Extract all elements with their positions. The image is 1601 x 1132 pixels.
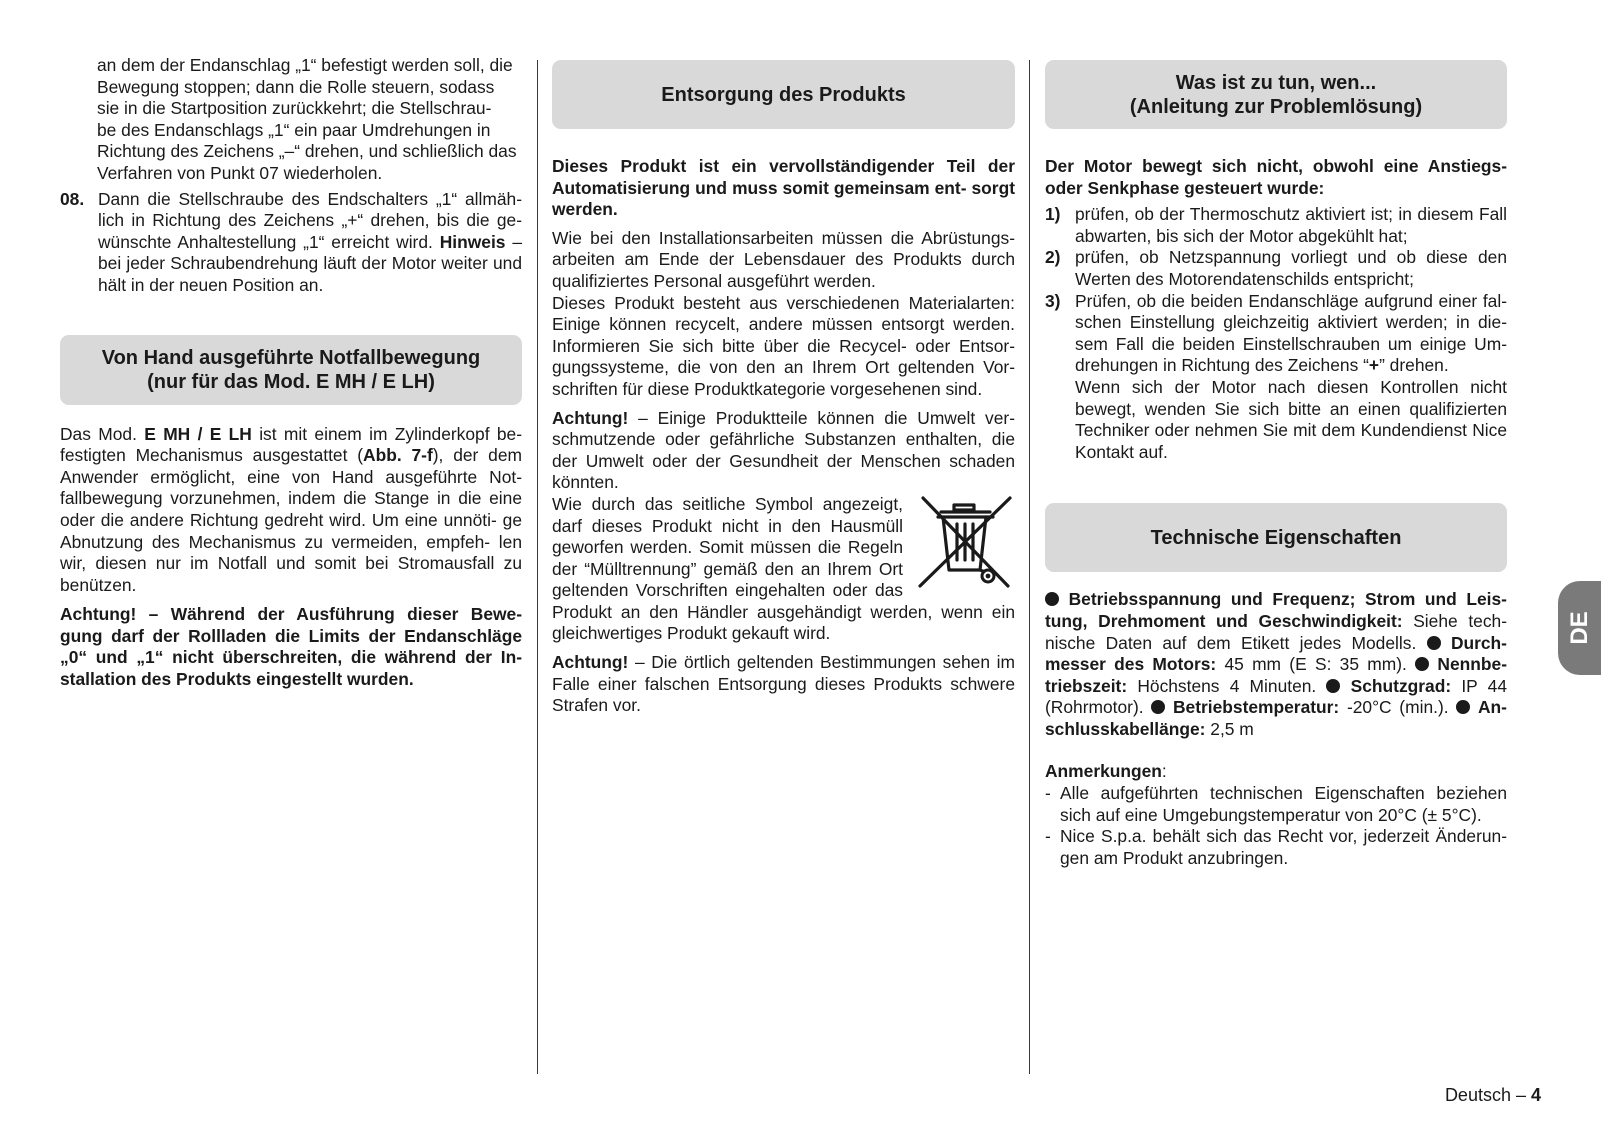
disposal-penalty: Achtung! – Die örtlich geltenden Bestimmungen sehen im Falle einer falschen Entsorgung dieses Produkts schwere Strafen vor.: [552, 652, 1015, 716]
disposal-paragraph: Wie bei den Installationsarbeiten müssen die Abrüstungs- arbeiten am Ende der Lebensdauer des Produkts durch qualifiziertes Personal ausgeführt werden.: [552, 227, 1015, 291]
bullet-icon: [1427, 636, 1441, 650]
language-tab: [1558, 581, 1601, 675]
page-footer: [1445, 1085, 1541, 1106]
page-number: 4: [1530, 1085, 1541, 1105]
column-middle: [552, 55, 1015, 717]
disposal-lead: Dieses Produkt ist ein vervollständigender Teil der Automatisierung und muss somit gemeinsam ent- sorgt werden.: [552, 156, 1015, 220]
cont-line: sie in die Startposition zurückkehrt; die Stellschrau-: [97, 98, 492, 119]
cont-line: be des Endanschlags „1“ ein paar Umdrehungen in: [97, 119, 491, 140]
troubleshooting-followup: Wenn sich der Motor nach diesen Kontrollen nicht bewegt, wenden Sie sich bitte an einen qualifizierten Techniker oder nehmen Sie mit dem Kundendienst Nice Kontakt auf.: [1075, 376, 1507, 462]
section-heading-troubleshooting: [1045, 60, 1507, 129]
heading-line: (Anleitung zur Problemlösung): [1129, 95, 1423, 118]
bullet-icon: [1326, 679, 1340, 693]
column-divider: [537, 60, 538, 1074]
column-left: [60, 55, 522, 691]
step-text: Dann die Stellschraube des Endschalters „1“ allmäh- lich in Richtung des Zeichens „+“ drehen, bis die ge- wünschte Anhaltestellung „1“ erreicht wird. Hinweis – bei jeder Schraubendrehung läuft der Motor weiter und hält in der neuen Position an.: [98, 188, 522, 295]
column-divider: [1029, 60, 1030, 1074]
bullet-icon: [1456, 700, 1470, 714]
heading-line: Von Hand ausgeführte Notfallbewegung: [101, 346, 481, 369]
bullet-icon: [1151, 700, 1165, 714]
continued-text: [60, 55, 522, 185]
bullet-icon: [1045, 592, 1059, 606]
note-item: - Nice S.p.a. behält sich das Recht vor, jederzeit Änderun- gen am Produkt anzubringen.: [1045, 826, 1507, 868]
list-item: 2) prüfen, ob Netzspannung vorliegt und ob diese den Werten des Motorendatenschilds entspricht;: [1045, 247, 1507, 289]
notes-heading: Anmerkungen:: [1045, 761, 1167, 782]
footer-language: Deutsch –: [1444, 1085, 1531, 1105]
column-right: [1045, 55, 1507, 869]
disposal-paragraph: Dieses Produkt besteht aus verschiedenen Materialarten: Einige können recycelt, andere müssen entsorgt werden. Informieren Sie sich bitte über die Recycel- oder Entsor- gungssysteme, die von den an Ihrem Ort geltenden Vor- schriften für diese Produktkategorie vorgesehenen sind.: [552, 292, 1015, 399]
emergency-warning: Achtung! – Während der Ausführung dieser Bewe- gung darf der Rollladen die Limits der Endanschläge „0“ und „1“ nicht überschreiten, die während der In- stallation des Produkts eingestellt wurden.: [60, 604, 522, 690]
crossed-out-wheelie-bin-icon: [913, 496, 1015, 596]
step-08: [60, 189, 522, 297]
disposal-symbol-text: Wie durch das seitliche Symbol angezeigt, darf dieses Produkt nicht in den Hausmüll geworfen werden. Somit müssen die Regeln der “Mülltrennung” gemäß den an Ihrem Ort geltenden Vorschriften eingehalten oder das Produkt an den Händler ausgehändigt werden, wenn ein gleichwertiges Produkt gekauft wird.: [552, 493, 1015, 644]
heading-line: (nur für das Mod. E MH / E LH): [147, 370, 435, 393]
cont-line: Verfahren von Punkt 07 wiederholen.: [97, 162, 383, 183]
emergency-description: Das Mod. E MH / E LH ist mit einem im Zylinderkopf be- festigten Mechanismus ausgestattet (Abb. 7-f), der dem Anwender ermöglicht, eine von Hand ausgeführte Not- fallbewegung vorzunehmen, indem die Stange in die eine oder die andere Richtung gedreht wird. Um eine unnöti- ge Abnutzung des Mechanismus zu vermeiden, empfeh- len wir, diesen nur im Notfall und somit bei Stromausfall zu benützen.: [60, 423, 522, 595]
hint-label: Hinweis: [439, 231, 506, 252]
section-heading-specs: Technische Eigenschaften: [1045, 503, 1507, 572]
disposal-warning: Achtung! – Einige Produktteile können die Umwelt ver- schmutzende oder gefährliche Substanzen enthalten, die der Umwelt oder der Gesundheit der Menschen schaden könnten.: [552, 407, 1015, 493]
cont-line: Richtung des Zeichens „–“ drehen, und schließlich das: [97, 141, 517, 162]
section-heading-disposal: Entsorgung des Produkts: [552, 60, 1015, 129]
step-number: 08.: [60, 188, 85, 209]
troubleshooting-lead: Der Motor bewegt sich nicht, obwohl eine Anstiegs- oder Senkphase gesteuert wurde:: [1045, 156, 1507, 198]
bullet-icon: [1415, 657, 1429, 671]
list-item: 1) prüfen, ob der Thermoschutz aktiviert ist; in diesem Fall abwarten, bis sich der Motor abgekühlt hat;: [1045, 204, 1507, 246]
technical-specs: Betriebsspannung und Frequenz; Strom und Leis- tung, Drehmoment und Geschwindigkeit: Siehe tech- nische Daten auf dem Etikett jedes Modells. Durch- messer des Motors: 45 mm (E S: 35 mm). Nennbe- triebszeit: Höchstens 4 Minuten. Schutzgrad: IP 44 (Rohrmotor). Betriebstemperatur: -20°C (min.). An- schlusskabellänge: 2,5 m: [1045, 589, 1507, 739]
section-heading-emergency: [60, 335, 522, 405]
language-tab-label: DE: [1566, 611, 1593, 645]
cont-line: an dem der Endanschlag „1“ befestigt werden soll, die: [97, 55, 513, 75]
disposal-symbol-block: [552, 494, 1015, 645]
note-item: - Alle aufgeführten technischen Eigenschaften beziehen sich auf eine Umgebungstemperatur von 20°C (± 5°C).: [1045, 783, 1507, 825]
list-item: 3) Prüfen, ob die beiden Endanschläge aufgrund einer fal- schen Einstellung gleichzeitig aktiviert werden; in die- sem Fall die beiden Einstellschrauben um einige Um- drehungen in Richtung des Zeichens “+” drehen. Wenn sich der Motor nach diesen Kontrollen nicht bewegt, wenden Sie sich bitte an einen qualifizierten Techniker oder nehmen Sie mit dem Kundendienst Nice Kontakt auf.: [1045, 290, 1507, 462]
cont-line: Bewegung stoppen; dann die Rolle steuern, sodass: [97, 76, 495, 97]
heading-line: Was ist zu tun, wen...: [1175, 71, 1377, 94]
